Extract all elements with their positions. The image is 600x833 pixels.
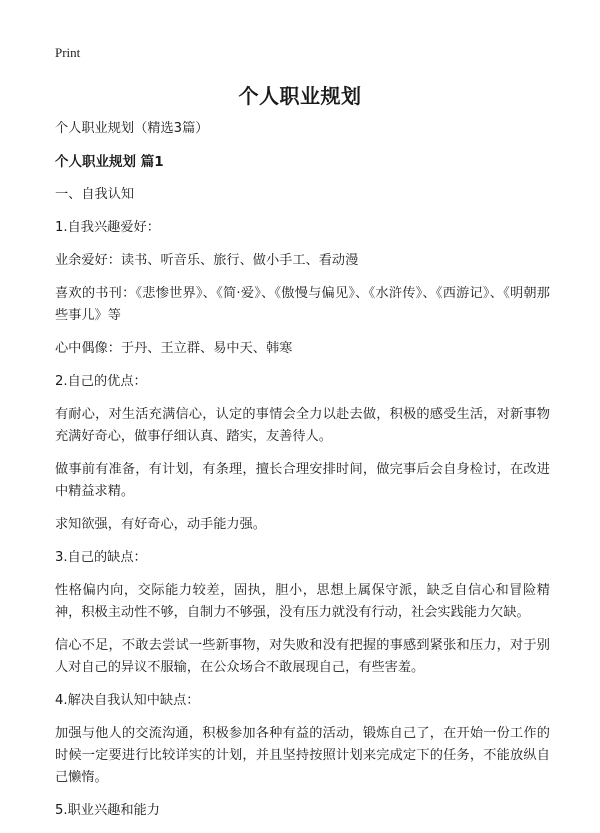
paragraph: 4.解决自我认知中缺点：: [55, 693, 200, 708]
document-title: 个人职业规划: [238, 84, 362, 108]
print-link[interactable]: Print: [55, 45, 81, 60]
paragraph: 求知欲强，有好奇心，动手能力强。: [55, 517, 266, 532]
paragraph: 有耐心，对生活充满信心，认定的事情会全力以赴去做，积极的感受生活，对新事物充满好奇心，做事仔细认真、踏实，友善待人。: [55, 407, 550, 444]
paragraph: 3.自己的缺点：: [55, 550, 147, 565]
document-body: [55, 118, 550, 833]
paragraph: 一、自我认知: [55, 187, 135, 202]
section-heading: 个人职业规划 篇1: [55, 154, 164, 170]
paragraph: 信心不足，不敢去尝试一些新事物，对失败和没有把握的事感到紧张和压力，对于别人对自己的异议不服输，在公众场合不敢展现自己，有些害羞。: [55, 638, 550, 675]
paragraph: 性格偏内向，交际能力较差，固执，胆小，思想上属保守派，缺乏自信心和冒险精神，积极主动性不够，自制力不够强，没有压力就没有行动，社会实践能力欠缺。: [55, 583, 550, 620]
paragraph: 1.自我兴趣爱好：: [55, 220, 160, 235]
paragraph: 心中偶像：于丹、王立群、易中天、韩寒: [55, 341, 293, 356]
paragraph-subtitle: 个人职业规划（精选3篇）: [55, 121, 209, 136]
paragraph: 业余爱好：读书、听音乐、旅行、做小手工、看动漫: [55, 253, 359, 268]
paragraph: 2.自己的优点：: [55, 374, 147, 389]
paragraph: 喜欢的书刊：《悲惨世界》、《简·爱》、《傲慢与偏见》、《水浒传》、《西游记》、《明朝那些事儿》等: [55, 286, 550, 323]
paragraph: 做事前有准备，有计划，有条理，擅长合理安排时间，做完事后会自身检讨，在改进中精益求精。: [55, 462, 550, 499]
paragraph: 5.职业兴趣和能力: [55, 803, 160, 818]
paragraph: 加强与他人的交流沟通，积极参加各种有益的活动，锻炼自己了，在开始一份工作的时候一定要进行比较详实的计划，并且坚持按照计划来完成定下的任务，不能放纵自己懒惰。: [55, 726, 550, 785]
